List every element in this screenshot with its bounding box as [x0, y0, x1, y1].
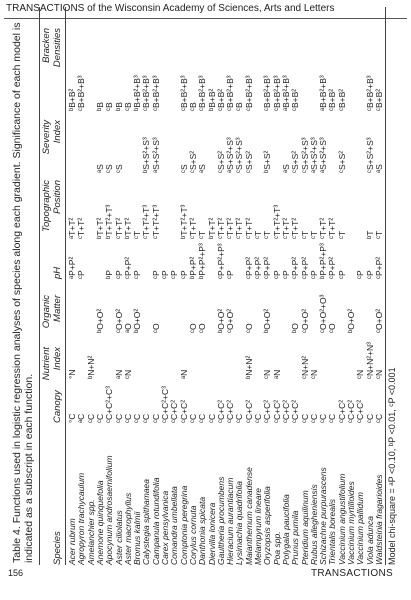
function-cell: ᶜC [373, 413, 384, 423]
function-cell: ᶜN [308, 369, 319, 379]
species-name: Comptonia peregrina [178, 485, 189, 565]
function-cell: ᶜP+P² [290, 256, 301, 279]
function-cell: ᶜC+C²+C³ [104, 385, 115, 423]
species-name: Rubus allegheniensis [308, 484, 319, 565]
function-cell: ᶜB+B²+B³ [243, 75, 254, 111]
function-cell: ᵇO+O² [132, 308, 143, 333]
table-header-rule [65, 7, 66, 565]
function-cell: ᶜC+C²+C³ [160, 385, 170, 423]
function-cell: ᶜT+T² [290, 217, 301, 239]
species-name: Oryzopsis asperifolia [262, 486, 273, 565]
function-cell: ᶜT [253, 230, 263, 239]
function-cell: ᶜB+B²+B³ [197, 75, 208, 111]
species-name: Corylus cornuta [187, 505, 198, 565]
function-cell: ᵇT [364, 230, 375, 239]
function-cell: ᶜB+B²+B³ [178, 75, 189, 111]
function-cell: ᶜT+T² [76, 217, 87, 239]
table-footnote: Model chi-square = ᵃP <0.10, ᵇP <0.01, ᶜP <0.001 [387, 367, 397, 565]
species-name: Diervilla lonicera [206, 502, 217, 565]
function-cell: ᶜP [364, 270, 375, 279]
function-cell: ᶜT+T² [318, 217, 329, 239]
function-cell: ᶜB+B²+B³ [76, 75, 87, 111]
species-name: Anemone quinquefolia [94, 480, 105, 565]
function-cell: ᶜP [355, 270, 366, 279]
function-cell: ᶜC [187, 413, 198, 423]
function-cell: ᶜT+T² [280, 217, 291, 239]
species-name: Lysimachia quadrifolia [234, 481, 245, 565]
function-cell: ᶜB+B²+B³ [364, 75, 375, 111]
function-cell: ᶜN+N²+N³ [364, 341, 375, 379]
function-cell: ᵇP+P²+P³ [197, 243, 208, 279]
function-cell: ᵇP+P² [187, 256, 198, 279]
species-name: Vaccinium myrtilloides [346, 481, 356, 565]
function-cell: ᵇO+O² [215, 308, 226, 333]
function-cell: ᶜS [178, 164, 189, 173]
function-cell: ᶜT+T² [113, 217, 124, 239]
function-cell: ᶜT+T² [215, 217, 226, 239]
function-cell: ᶜC+C² [355, 399, 366, 423]
species-name: Gaultheria procumbens [215, 476, 226, 565]
function-cell: ᶜC [85, 413, 96, 423]
species-name: Campanula rotundifolia [150, 477, 161, 565]
function-cell: ᶜB+B² [290, 88, 301, 111]
function-cell: ᶜO+O² [299, 308, 310, 333]
function-cell: ᶜC+C² [225, 399, 236, 423]
species-name: Amelanchier spp. [85, 499, 96, 565]
function-cell: ᵇP [104, 270, 115, 279]
running-footer: TRANSACTIONS [311, 568, 393, 579]
function-cell: ᵇS+S²+S³ [141, 137, 152, 173]
function-cell: ᵃS [94, 164, 105, 173]
function-cell: ᶜC+C² [346, 399, 356, 423]
function-cell: ᵃN [271, 369, 282, 379]
function-cell: ᶜO [327, 323, 338, 333]
function-cell: ᵇT+T² [122, 217, 133, 239]
function-cell: ᶜT+T² [225, 217, 236, 239]
function-cell: ᶜB [187, 102, 198, 111]
function-cell: ᵃO [122, 323, 133, 333]
function-cell: ᵇN+N² [85, 355, 96, 379]
header-cell: Canopy [52, 390, 63, 423]
function-cell: ᶜC [318, 413, 329, 423]
function-cell: ᶜP+P² [327, 256, 338, 279]
function-cell: ᵇO+O² [262, 308, 273, 333]
function-cell: ᶜO [197, 323, 208, 333]
function-cell: ᵇT+T²+T³ [104, 204, 115, 239]
function-cell: ᶜC [141, 413, 152, 423]
function-cell: ᶜC [327, 413, 338, 423]
function-cell: ᶜP+P² [299, 256, 310, 279]
header-cell: Topographic Position [41, 180, 63, 232]
species-name: Schizachne purpurascens [318, 467, 329, 565]
function-cell: ᶜB+B² [327, 88, 338, 111]
header-cell: Species [52, 531, 63, 565]
function-cell: ᶜO [150, 323, 161, 333]
function-cell: ᵇB [94, 102, 105, 111]
function-cell: ᶜS+S² [187, 150, 198, 173]
species-name: Waldsteinia fragarioides [373, 474, 384, 565]
function-cell: ᶜS+S² [215, 150, 226, 173]
function-cell: ᵇB [113, 102, 124, 111]
species-name: Polygala paucifolia [280, 494, 291, 565]
species-name: Maianthemum canadense [243, 467, 254, 565]
function-cell: ᵇB+B² [206, 88, 217, 111]
species-name: Agropyron trachycaulum [76, 472, 87, 565]
function-cell: ᶜC [299, 413, 310, 423]
function-cell: ᶜB [104, 102, 115, 111]
function-cell: ᶜB+B²+B³ [271, 75, 282, 111]
function-cell: ᶜT+T² [187, 217, 198, 239]
function-cell: ᶜB+B² [336, 88, 347, 111]
function-cell: ᶜC+C² [178, 399, 189, 423]
function-cell: ᶜO+O²+O³ [318, 294, 329, 333]
function-cell: ᶜC+C² [215, 399, 226, 423]
function-cell: ᶜC+C² [169, 399, 180, 423]
function-cell: ᶜT [132, 230, 143, 239]
function-cell: ᶜC [150, 413, 161, 423]
function-cell: ᶜS+S² [243, 150, 254, 173]
function-cell: ᵇO+O² [346, 308, 356, 333]
species-name: Bromus kalmii [132, 511, 143, 565]
function-cell: ᶜS+S²+S³ [364, 137, 375, 173]
header-cell: Nutrient Index [41, 347, 63, 381]
function-cell: ᶜT+T²+T³ [141, 204, 152, 239]
function-cell: ᵇO [290, 323, 301, 333]
function-cell: ᵃT+T² [67, 217, 77, 239]
function-cell: ᶜS [104, 164, 115, 173]
function-cell: ᶜC [308, 413, 319, 423]
function-cell: ᶜC [234, 413, 245, 423]
table-caption: Table 4. Functions used in logistic regression analyses of species along each gradient. Significance of each model is indicated as a subscript in each function. [11, 22, 35, 563]
function-cell: ᶜP [150, 270, 161, 279]
header-cell: pH [52, 266, 63, 279]
function-cell: ᶜP+P² [122, 256, 133, 279]
function-cell: ᶜP [308, 270, 319, 279]
species-name: Danthonia spicata [197, 496, 208, 565]
function-cell: ᵇT+T² [206, 217, 217, 239]
function-cell: ᶜB+B²+B³ [150, 75, 161, 111]
function-cell: ᶜN [122, 369, 133, 379]
species-name: Apocynum androsaemifolium [104, 455, 115, 565]
function-cell: ᶜT+T² [327, 217, 338, 239]
function-cell: ᶜT [262, 230, 273, 239]
function-cell: ᶜC+C² [262, 399, 273, 423]
species-name: Calystegia spithamaea [141, 479, 152, 565]
function-cell: ᶜP [113, 270, 124, 279]
function-cell: ᶜS [113, 164, 124, 173]
function-cell: ᶜC [253, 413, 263, 423]
function-cell: ᶜT+T²+T³ [150, 204, 161, 239]
function-cell: ᶜP+P² [243, 256, 254, 279]
function-cell: ᵃN [113, 369, 124, 379]
function-cell: ᶜP [271, 270, 282, 279]
function-cell: ᶜT+T² [243, 217, 254, 239]
species-name: Aster ciliolatus [113, 510, 124, 565]
function-cell: ᶜP [225, 270, 236, 279]
function-cell: ᶜB [234, 102, 245, 111]
function-cell: ᵇN+N² [243, 355, 254, 379]
species-name: Comandra umbellata [169, 486, 180, 565]
function-cell: ᵃN [178, 369, 189, 379]
rotated-table-panel [9, 5, 402, 565]
function-cell: ᶜN [262, 369, 273, 379]
function-cell: ᶜP [178, 270, 189, 279]
function-cell: ᶜP+P² [373, 256, 384, 279]
function-cell: °N [67, 369, 77, 379]
function-cell: ᶜC+C² [290, 399, 301, 423]
species-name: Melampyrum lineare [253, 488, 263, 565]
function-cell: ᶜT+T²+T³ [271, 204, 282, 239]
function-cell: ᵇT+T² [94, 217, 105, 239]
function-cell: ᶜT [336, 230, 347, 239]
function-cell: ᵇO+O² [94, 308, 105, 333]
function-cell: ᵃP+P² [67, 256, 77, 279]
function-cell: ᶜC+C² [243, 399, 254, 423]
function-cell: ᵇB+B²+B³ [132, 75, 143, 111]
function-cell: ᶜS+S²+S³ [234, 137, 245, 173]
function-cell: ᶜS+S²+S³ [299, 137, 310, 173]
function-cell: ᵃS+S²+S³ [225, 137, 236, 173]
function-cell: ᵃS+S²+S³ [308, 137, 319, 173]
function-cell: ᶜC [206, 413, 217, 423]
page-number: 156 [8, 568, 24, 578]
function-cell: ᵇS+S² [262, 150, 273, 173]
species-name: Acer rubrum [67, 518, 77, 565]
function-cell: ᶜB+B²+B³ [262, 75, 273, 111]
table-top-rule [39, 7, 40, 565]
species-name: Aster macrophyllus [122, 492, 133, 565]
function-cell: ᵇB+B² [67, 88, 77, 111]
function-cell: ᶜC [94, 413, 105, 423]
header-cell: Bracken Densities [41, 28, 63, 68]
function-cell: ᵃB+B²+B³ [280, 75, 291, 111]
function-cell: ᶜP [160, 270, 170, 279]
function-cell: ᶜT [197, 230, 208, 239]
function-cell: ᶜC [132, 413, 143, 423]
function-cell: ᶜP [169, 270, 180, 279]
function-cell: ᶜO [243, 323, 254, 333]
species-name: Vaccinium angustifolium [336, 473, 347, 565]
function-cell: ᵇP+P²+P³ [318, 243, 329, 279]
function-cell: ᵃC [76, 413, 87, 423]
function-cell: ᶜP [280, 270, 291, 279]
function-cell: ᶜT [308, 230, 319, 239]
function-cell: ᶜB+B² [215, 88, 226, 111]
function-cell: ᶜO [187, 323, 198, 333]
function-cell: ᶜC [113, 413, 124, 423]
function-cell: ᶜT+T² [234, 217, 245, 239]
function-cell: °C [67, 413, 77, 423]
function-cell: ᶜP [336, 270, 347, 279]
function-cell: ᶜC [122, 413, 133, 423]
function-cell: ᶜT [299, 230, 310, 239]
function-cell: ᶜP [132, 270, 143, 279]
function-cell: ᶜP+P² [262, 256, 273, 279]
function-cell: ᵃS+S²+S³ [318, 137, 329, 173]
function-cell: ᵃB+B²+B³ [318, 75, 329, 111]
function-cell: ᶜN [355, 369, 366, 379]
function-cell: ᵃS [197, 164, 208, 173]
function-cell: ᶜC [197, 413, 208, 423]
function-cell: ᶜC+C² [336, 399, 347, 423]
function-cell: ᶜC+C² [280, 399, 291, 423]
header-cell: Organic Matter [41, 295, 63, 329]
species-name: Trientalis borealis [327, 499, 338, 565]
function-cell: ᶜP+P² [253, 256, 263, 279]
function-cell: ᶜO+O² [225, 308, 236, 333]
function-cell: ᶜB+B² [373, 88, 384, 111]
function-cell: ᵃS [373, 164, 384, 173]
function-cell: ᵃS+S²+S³ [150, 137, 161, 173]
species-name: Carex pensylvanica [160, 490, 170, 565]
function-cell: ᶜO+O² [113, 308, 124, 333]
function-cell: ᶜC [364, 413, 375, 423]
species-name: Prunus pumila [290, 510, 301, 565]
function-cell: ᶜN+N² [299, 355, 310, 379]
function-cell: ᶜO+O² [373, 308, 384, 333]
function-cell: ᶜC+C² [271, 399, 282, 423]
header-cell: Severity Index [41, 120, 63, 155]
species-name: Viola adunca [364, 516, 375, 565]
function-cell: ᶜS+S² [290, 150, 301, 173]
function-cell: ᶜB+B²+B³ [141, 75, 152, 111]
function-cell: ᵇT+T²+T³ [178, 204, 189, 239]
species-name: Poa spp. [271, 531, 282, 565]
function-cell: ᶜB [122, 102, 133, 111]
function-cell: ᶜP [76, 270, 87, 279]
function-cell: ᶜB+B²+B³ [225, 75, 236, 111]
table-bottom-rule [385, 7, 386, 565]
function-cell: ᶜP+P²+P³ [215, 243, 226, 279]
function-cell: ᵃS [280, 164, 291, 173]
species-name: Vaccinium pallidum [355, 492, 366, 565]
function-cell: ᶜT [373, 230, 384, 239]
function-cell: ᶜN [373, 369, 384, 379]
running-header: TRANSACTIONS of the Wisconsin Academy of Sciences, Arts and Letters [6, 3, 335, 14]
species-name: Pteridium aquilinum [299, 490, 310, 565]
function-cell: ᶜS+S² [336, 150, 347, 173]
species-name: Hieracium aurantiacum [225, 477, 236, 565]
